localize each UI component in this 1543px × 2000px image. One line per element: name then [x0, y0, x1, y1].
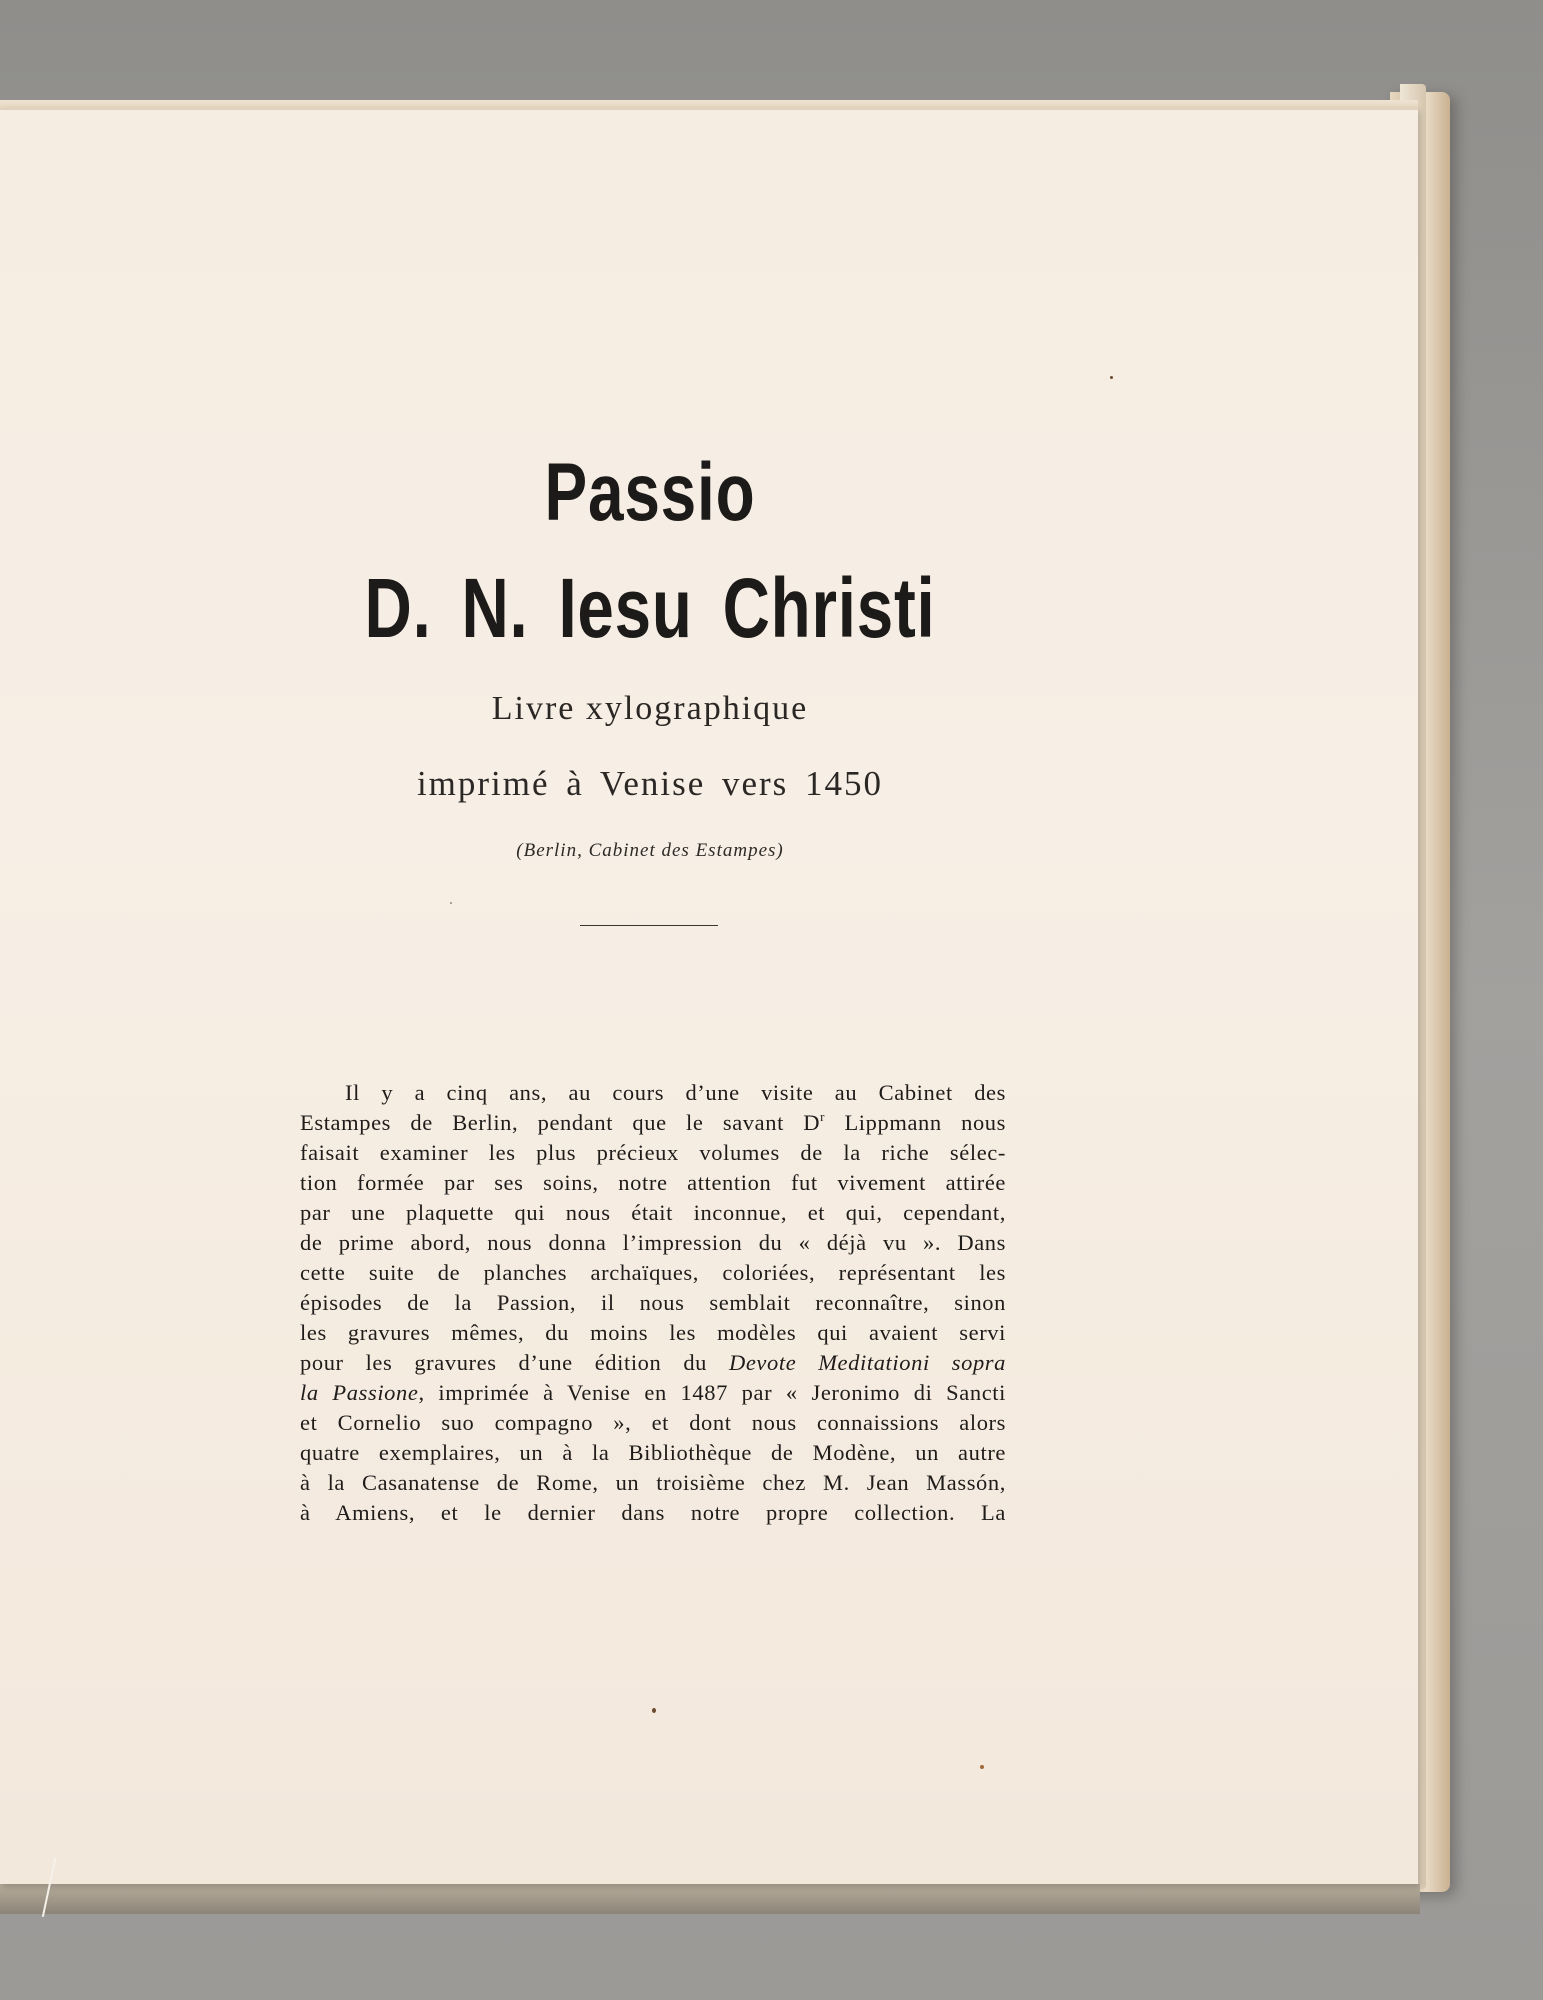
body-line: par une plaquette qui nous était inconnue, et qui, cependant, — [300, 1200, 1006, 1225]
book-page — [0, 108, 1418, 1884]
subtitle-line-1: Livre xylographique — [491, 690, 809, 727]
body-line: Il y a cinq ans, au cours d’une visite au Cabinet des — [345, 1080, 1006, 1105]
body-line: faisait examiner les plus précieux volumes de la riche sélec- — [300, 1140, 1006, 1165]
book-back-board — [0, 1884, 1420, 1914]
body-paragraph — [300, 1078, 1006, 1528]
body-line: la Passione, imprimée à Venise en 1487 par « Jeronimo di Sancti — [300, 1380, 1006, 1405]
paper-speck — [980, 1765, 984, 1769]
title-line-1: Passio — [544, 447, 756, 538]
superscript-r: r — [820, 1109, 826, 1124]
title-line-2: D. N. Iesu Christi — [364, 561, 936, 655]
body-line: les gravures mêmes, du moins les modèles qui avaient servi — [300, 1320, 1006, 1345]
body-line: cette suite de planches archaïques, coloriées, représentant les — [300, 1260, 1006, 1285]
body-line: et Cornelio suo compagno », et dont nous connaissions alors — [300, 1410, 1006, 1435]
body-line: à Amiens, et le dernier dans notre propre collection. La — [300, 1500, 1006, 1525]
paper-speck — [450, 902, 452, 904]
body-line: quatre exemplaires, un à la Bibliothèque de Modène, un autre — [300, 1440, 1006, 1465]
body-line: Estampes de Berlin, pendant que le savant $D^r$ Lippmann nous — [300, 1109, 1007, 1135]
italic-book-title: Devote Meditationi sopra — [728, 1350, 1007, 1375]
body-line: à la Casanatense de Rome, un troisième chez M. Jean Massón, — [300, 1470, 1006, 1495]
body-line: épisodes de la Passion, il nous semblait reconnaître, sinon — [300, 1290, 1006, 1315]
subtitle-line-2: imprimé à Venise vers 1450 — [416, 764, 884, 803]
paper-speck — [1110, 376, 1113, 379]
paper-speck — [652, 1708, 656, 1713]
location-note: (Berlin, Cabinet des Estampes) — [516, 840, 784, 861]
section-divider-rule — [580, 925, 718, 926]
body-line: de prime abord, nous donna l’impression du « déjà vu ». Dans — [300, 1230, 1006, 1255]
body-line: pour les gravures d’une édition du Devote Meditationi sopra — [300, 1350, 1007, 1375]
body-line: tion formée par ses soins, notre attention fut vivement attirée — [300, 1170, 1006, 1195]
italic-book-title-cont: la Passione — [300, 1380, 419, 1405]
